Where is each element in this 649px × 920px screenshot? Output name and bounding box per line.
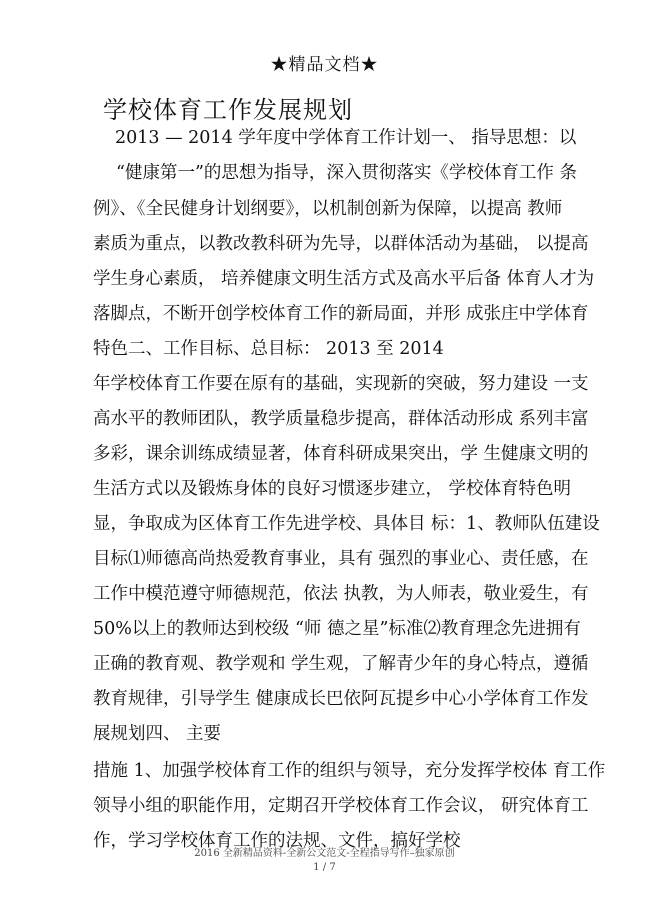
text-line: 措施 1、加强学校体育工作的组织与领导，充分发挥学校体 育工作 [93, 761, 606, 781]
text-line: 例》、《全民健身计划纲要》，以机制创新为保障，以提高 教师 [93, 199, 563, 219]
footer-note: 2016 全新精品资料-全新公文范文-全程指导写作–独家原创 [194, 848, 455, 859]
text-line: 教育规律，引导学生 健康成长巴依阿瓦提乡中心小学体育工作发 [93, 689, 589, 709]
page-header: ★精品文档★ [270, 55, 379, 75]
text-line: 目标⑴师德高尚热爱教育事业，具有 强烈的事业心、责任感，在 [93, 549, 589, 569]
text-line: 高水平的教师团队，教学质量稳步提高，群体活动形成 系列丰富 [93, 409, 589, 429]
text-line: 学生身心素质， 培养健康文明生活方式及高水平后备 体育人才为 [93, 269, 595, 289]
document-title: 学校体育工作发展规划 [103, 96, 353, 124]
text-line: 工作中模范遵守师德规范，依法 执教，为人师表，敬业爱生，有 [93, 584, 589, 604]
page-number: 1 / 7 [313, 862, 336, 873]
text-line: 特色二、工作目标、总目标： 2013 至 2014 [93, 339, 444, 359]
text-line: “健康第一”的思想为指导，深入贯彻落实《学校体育工作 条 [116, 163, 577, 183]
text-line: 多彩，课余训练成绩显著，体育科研成果突出，学 生健康文明的 [93, 444, 589, 464]
text-line: 素质为重点，以教改教科研为先导，以群体活动为基础， 以提高 [93, 234, 589, 254]
text-line: 作，学习学校体育工作的法规、文件，搞好学校 [93, 831, 461, 851]
text-line: 年学校体育工作要在原有的基础，实现新的突破，努力建设 一支 [93, 374, 589, 394]
text-line: 生活方式以及锻炼身体的良好习惯逐步建立， 学校体育特色明 [93, 479, 572, 499]
text-line: 展规划四、 主要 [93, 724, 222, 744]
text-line: 显，争取成为区体育工作先进学校、具体目 标：1、教师队伍建设 [93, 514, 600, 534]
text-line: 领导小组的职能作用，定期召开学校体育工作会议， 研究体育工 [93, 796, 589, 816]
page-footer [0, 847, 649, 875]
text-line: 50%以上的教师达到校级 “师 德之星”标准⑵教育理念先进拥有 [93, 619, 581, 639]
text-line: 落脚点，不断开创学校体育工作的新局面，并形 成张庄中学体育 [93, 304, 589, 324]
text-line: 2013 — 2014 学年度中学体育工作计划一、 指导思想：以 [115, 128, 577, 148]
text-line: 正确的教育观、教学观和 学生观，了解青少年的身心特点，遵循 [93, 654, 589, 674]
